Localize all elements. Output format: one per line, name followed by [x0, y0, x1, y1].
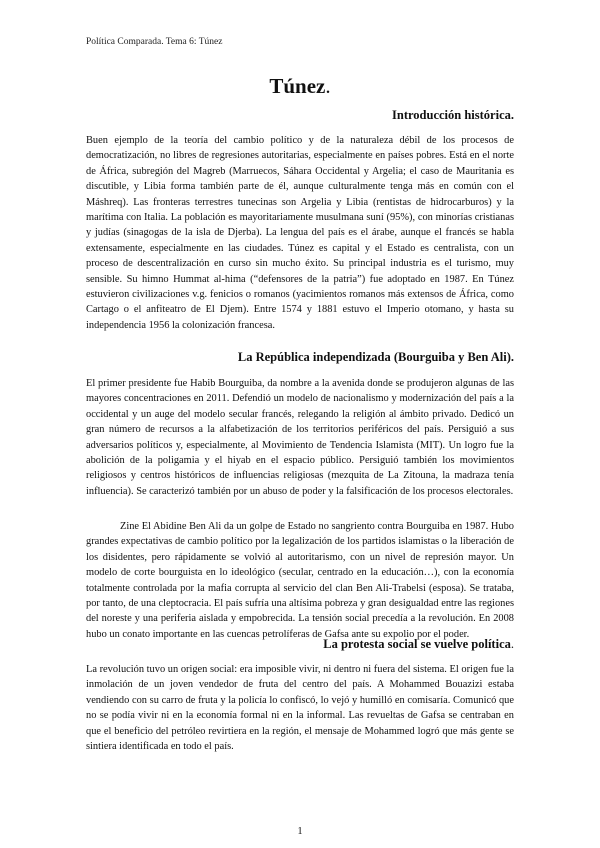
page-number: 1 — [297, 826, 303, 837]
running-header: Política Comparada. Tema 6: Túnez — [86, 37, 223, 47]
section-heading-protest-text: La protesta social se vuelve política — [323, 637, 511, 651]
section-heading-protest-dot: . — [510, 637, 514, 651]
paragraph-intro: Buen ejemplo de la teoría del cambio político y de la naturaleza débil de los procesos de democratización, no libres de regresiones autoritarias, especialmente en países pobres. Está en el norte de África, subregión del Magreb (Marruecos, Sáhara Occidental y Argelia; el caso de Mauritania es discutible, y Libia forma también parte de él, aunque culturalmente tenga más en común con el Máshreq). Las fronteras terrestres tunecinas son Argelia y Libia (rentistas de hidrocarburos) y la marítima con Italia. La población es mayoritariamente musulmana suní (95%), con minorías cristianas y judías (sinagogas de la isla de Djerba). La lengua del país es el árabe, aunque el francés se habla extensamente, especialmente en las ciudades. Túnez es capital y el Estado es centralista, con un proceso de descentralización en curso sin mucho éxito. Su principal industria es el turismo, muy sensible. Su himno Hummat al-hima (“defensores de la patria”) fue adoptado en 1987. En Túnez estuvieron civilizaciones v.g. fenicios o romanos (yacimientos romanos más extensos de África, como Cartago o el anfiteatro de El Djem). Entre 1574 y 1881 estuvo el Imperio otomano, y hasta su independencia 1956 la colonización francesa. — [86, 135, 514, 331]
paragraph-protest: La revolución tuvo un origen social: era imposible vivir, ni dentro ni fuera del sistema. El origen fue la inmolación de un joven vendedor de fruta del centro del país. A Mohammed Bouazizi estaba vendiendo con su carro de fruta y la policía lo confiscó, lo vejó y humilló en comisaría. Comunicó que no se podía vivir ni en la economía formal ni en la informal. Las revueltas de Gafsa se centraban en que el beneficio del petróleo revirtiera en la región, el mensaje de Mohammed logró que más gente se sintiera identificada en todo el país. — [86, 664, 514, 753]
paragraph-bourguiba: El primer presidente fue Habib Bourguiba, da nombre a la avenida donde se produjeron algunas de las mayores concentraciones en 2011. Defendió un modelo de nacionalismo y modernización del país a la occidental y un auge del modelo secular francés, relegando la religión al ámbito privado. Dedicó un gran número de recursos a la alfabetización de los territorios periféricos del país. Persiguió a sus adversarios políticos y, especialmente, al Movimiento de Tendencia Islamista (MIT). Un logro fue la abolición de la poligamia y el hiyab en el espacio público. Persiguió también los movimientos religiosos y centros históricos de influencias religiosas (mezquita de La Zitouna, la madraza tenía influencia). Se caracterizó también por un abuso de poder y la falsificación de los procesos electorales. — [86, 378, 514, 497]
paragraph-ben-ali: Zine El Abidine Ben Ali da un golpe de Estado no sangriento contra Bourguiba en 1987. Hubo grandes expectativas de cambio político por la legalización de los partidos islamistas o la liberación de los disidentes, pero rápidamente se volvió al autoritarismo, con un nivel de represión mayor. Un modelo de corte bourguista en lo ideológico (secular, centrado en la educación…), con la economía totalmente controlada por la mafia corrupta al servicio del clan Ben Ali-Trabelsi (esposa). Se trataba, por tanto, de una cleptocracia. El país sufría una altísima pobreza y gran desigualdad entre las regiones del noreste y una periferia aislada y empobrecida. La tensión social precedía a la revolución. En 2008 hubo un conato importante en las cuencas petrolíferas de Gafsa ante su expolio por el poder. — [86, 521, 514, 640]
section-heading-republic: La República independizada (Bourguiba y Ben Ali). — [237, 350, 514, 364]
section-heading-protest — [323, 637, 514, 652]
section-heading-intro: Introducción histórica. — [392, 108, 514, 122]
page-title-dot: . — [325, 74, 331, 98]
page-title-text: Túnez — [269, 74, 326, 98]
page-title — [0, 74, 600, 99]
